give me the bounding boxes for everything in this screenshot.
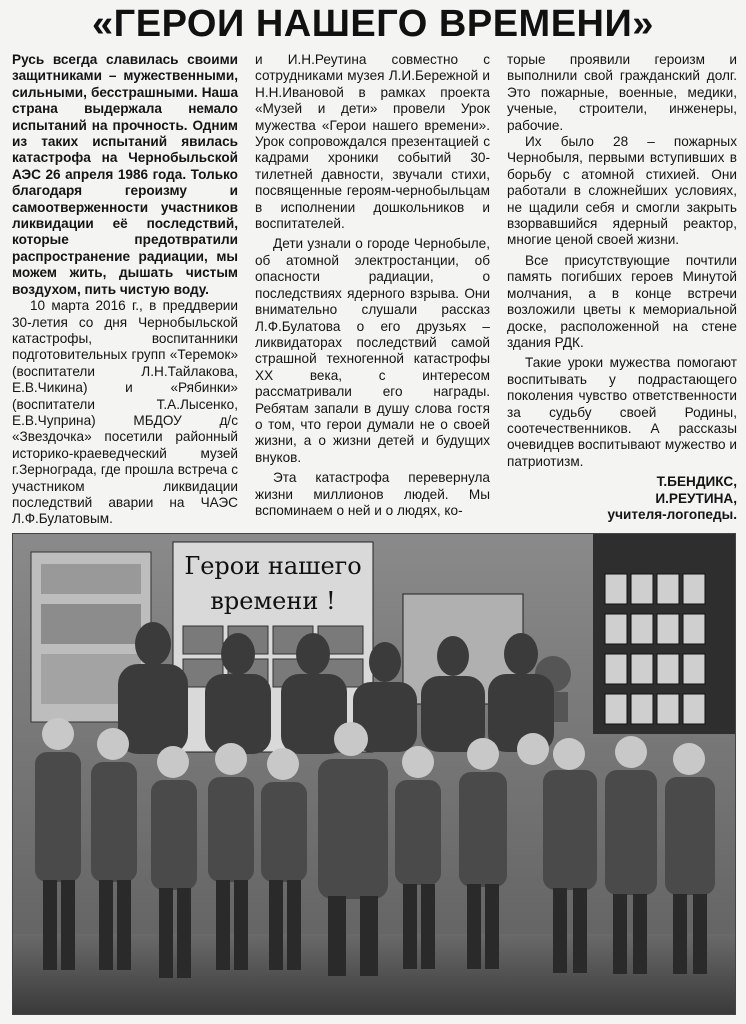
paragraph: Эта катастрофа перевернула жизни миллионов людей. Мы вспоминаем о ней и о людях, ко-: [255, 470, 490, 518]
paragraph: Их было 28 – пожарных Чернобыля, первыми вступивших в борьбу с атомной стихией. Они работали в сложнейших условиях, не щадили себя и смогли закрыть взорвавшийся ядерный реактор, многие ценой своей жизни.: [507, 134, 737, 248]
paragraph: и И.Н.Реутина совместно с сотрудниками музея Л.И.Бережной и Н.Н.Ивановой в рамках проекта «Музей и дети» провели Урок мужества «Герои нашего времени». Урок сопровождался презентацией с кадрами хроники событий 30-тилетней давности, звучали стихи, посвященные героям-чернобыльцам в исполнении дошкольников и воспитателей.: [255, 52, 490, 232]
article-column-3: [507, 52, 737, 523]
paragraph: Дети узнали о городе Чернобыле, об атомной электростанции, об опасности радиации, о последствиях ядерного взрыва. Они внимательно слушали рассказ Л.Ф.Булатова о его друзьях – ликвидаторах последствий самой страшной техногенной катастрофы XX века, с интересом рассматривали его награды. Ребятам запали в душу слова гостя о том, что герои думали не о своей жизни, а о жизни детей и будущих внуков.: [255, 236, 490, 465]
group-photo: [12, 533, 736, 1015]
author-signature: Т.БЕНДИКС,: [656, 474, 737, 490]
headline: «ГЕРОИ НАШЕГО ВРЕМЕНИ»: [92, 3, 654, 45]
paragraph: торые проявили героизм и выполнили свой гражданский долг. Это пожарные, военные, медики, ученые, строители, инженеры, рабочие.: [507, 52, 737, 133]
lead-paragraph: Русь всегда славилась своими защитниками – мужественными, сильными, бесстрашными. Наша страна выдержала немало испытаний на прочность. Одним из таких испытаний явилась катастрофа на Чернобыльской АЭС 26 апреля 1986 года. Только благодаря героизму и самоотверженности участников ликвидации её последствий, которые предотвратили распространение радиации, мы можем жить, дышать чистым воздухом, пить чистую воду.: [12, 52, 238, 297]
article-column-1: [12, 52, 238, 548]
article-column-2: [255, 52, 490, 519]
poster-text: Герои нашего: [184, 552, 362, 580]
paragraph: Все присутствующие почтили память погибших героев Минутой молчания, а в конце встречи возложили цветы к мемориальной доске, расположенной на стене здания РДК.: [507, 252, 737, 350]
paragraph: 10 марта 2016 г., в преддверии 30-летия со дня Чернобыльской катастрофы, воспитанники подготовительных групп «Теремок» (воспитатели Л.Н.Тайлакова, Е.В.Чикина) и «Рябинки» (воспитатели Т.А.Лысенко, Е.В.Чуприна) МБДОУ д/с «Звездочка» посетили районный историко-краеведческий музей г.Зернограда, где прошла встреча с участником ликвидации последствий аварии на ЧАЭС Л.Ф.Булатовым.: [12, 298, 238, 527]
paragraph: Такие уроки мужества помогают воспитывать у подрастающего поколения чувство ответственности за судьбу своей Родины, соотечественников. А рассказы очевидцев воспитывают мужество и патриотизм.: [507, 355, 737, 469]
author-signature: И.РЕУТИНА,: [655, 490, 737, 506]
author-role: учителя-логопеды.: [607, 506, 737, 522]
poster-text: времени !: [210, 587, 336, 615]
